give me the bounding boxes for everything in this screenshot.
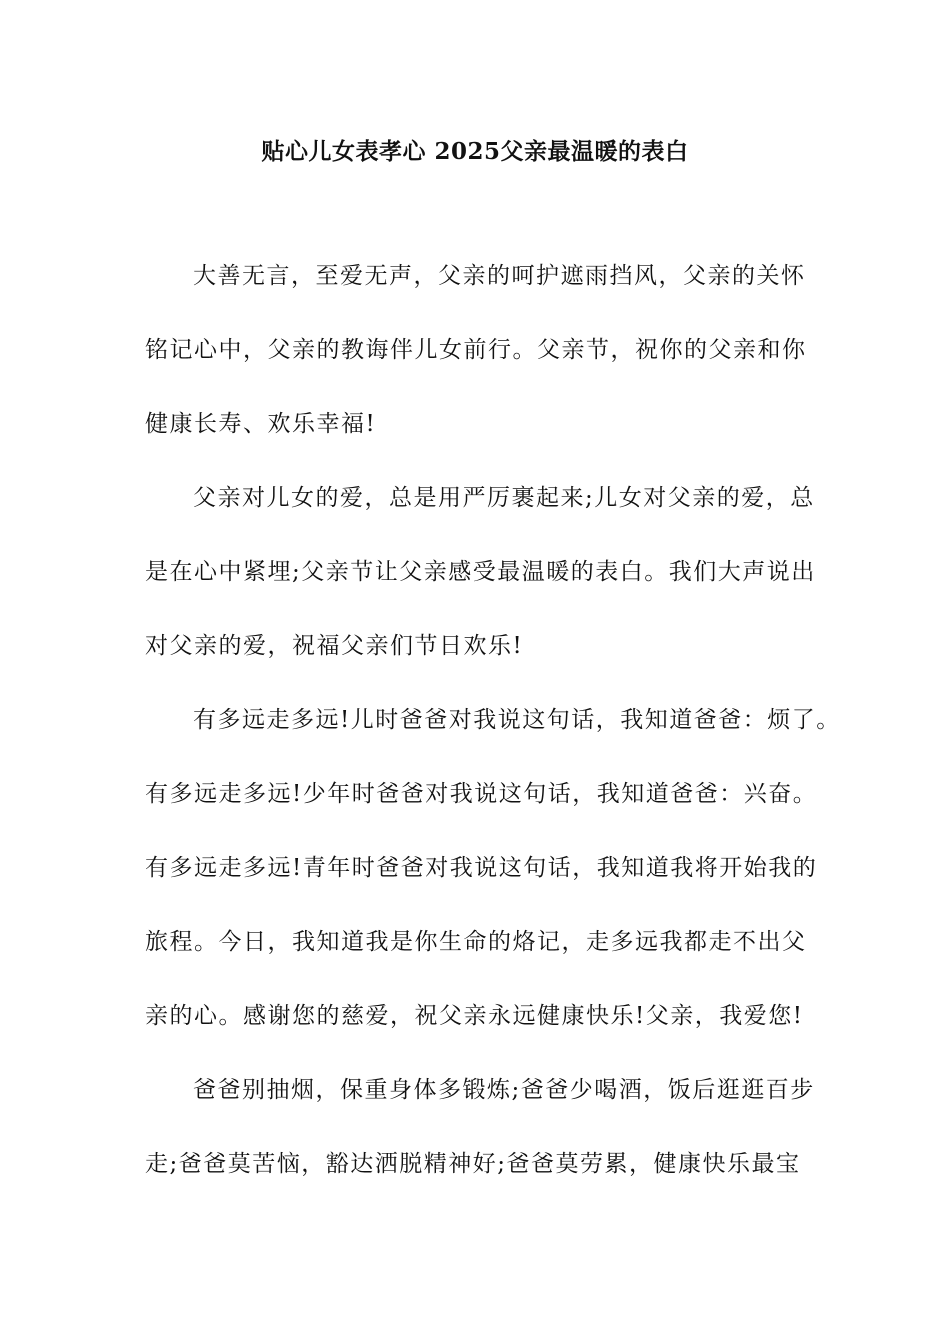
- text-line: 对父亲的爱，祝福父亲们节日欢乐!: [145, 633, 524, 659]
- text-line: 旅程。今日，我知道我是你生命的烙记，走多远我都走不出父: [145, 929, 807, 955]
- text-line: 走;爸爸莫苦恼，豁达洒脱精神好;爸爸莫劳累，健康快乐最宝: [145, 1151, 801, 1177]
- document-body: [145, 252, 841, 1214]
- text-line: 大善无言，至爱无声，父亲的呵护遮雨挡风，父亲的关怀: [193, 263, 806, 289]
- text-line: 有多远走多远!儿时爸爸对我说这句话，我知道爸爸：烦了。: [193, 707, 841, 733]
- text-line: 爸爸别抽烟，保重身体多锻炼;爸爸少喝酒，饭后逛逛百步: [193, 1077, 815, 1103]
- text-line: 父亲对儿女的爱，总是用严厉裹起来;儿女对父亲的爱，总: [193, 485, 815, 511]
- text-line: 有多远走多远!少年时爸爸对我说这句话，我知道爸爸：兴奋。: [145, 781, 818, 807]
- text-line: 亲的心。感谢您的慈爱，祝父亲永远健康快乐!父亲，我爱您!: [145, 1003, 804, 1029]
- document-title: 贴心儿女表孝心 2025父亲最温暖的表白: [261, 138, 689, 165]
- text-line: 健康长寿、欢乐幸福!: [145, 411, 377, 437]
- text-line: 是在心中紧埋;父亲节让父亲感受最温暖的表白。我们大声说出: [145, 559, 816, 585]
- text-line: 铭记心中，父亲的教诲伴儿女前行。父亲节，祝你的父亲和你: [145, 337, 807, 363]
- text-line: 有多远走多远!青年时爸爸对我说这句话，我知道我将开始我的: [145, 855, 818, 881]
